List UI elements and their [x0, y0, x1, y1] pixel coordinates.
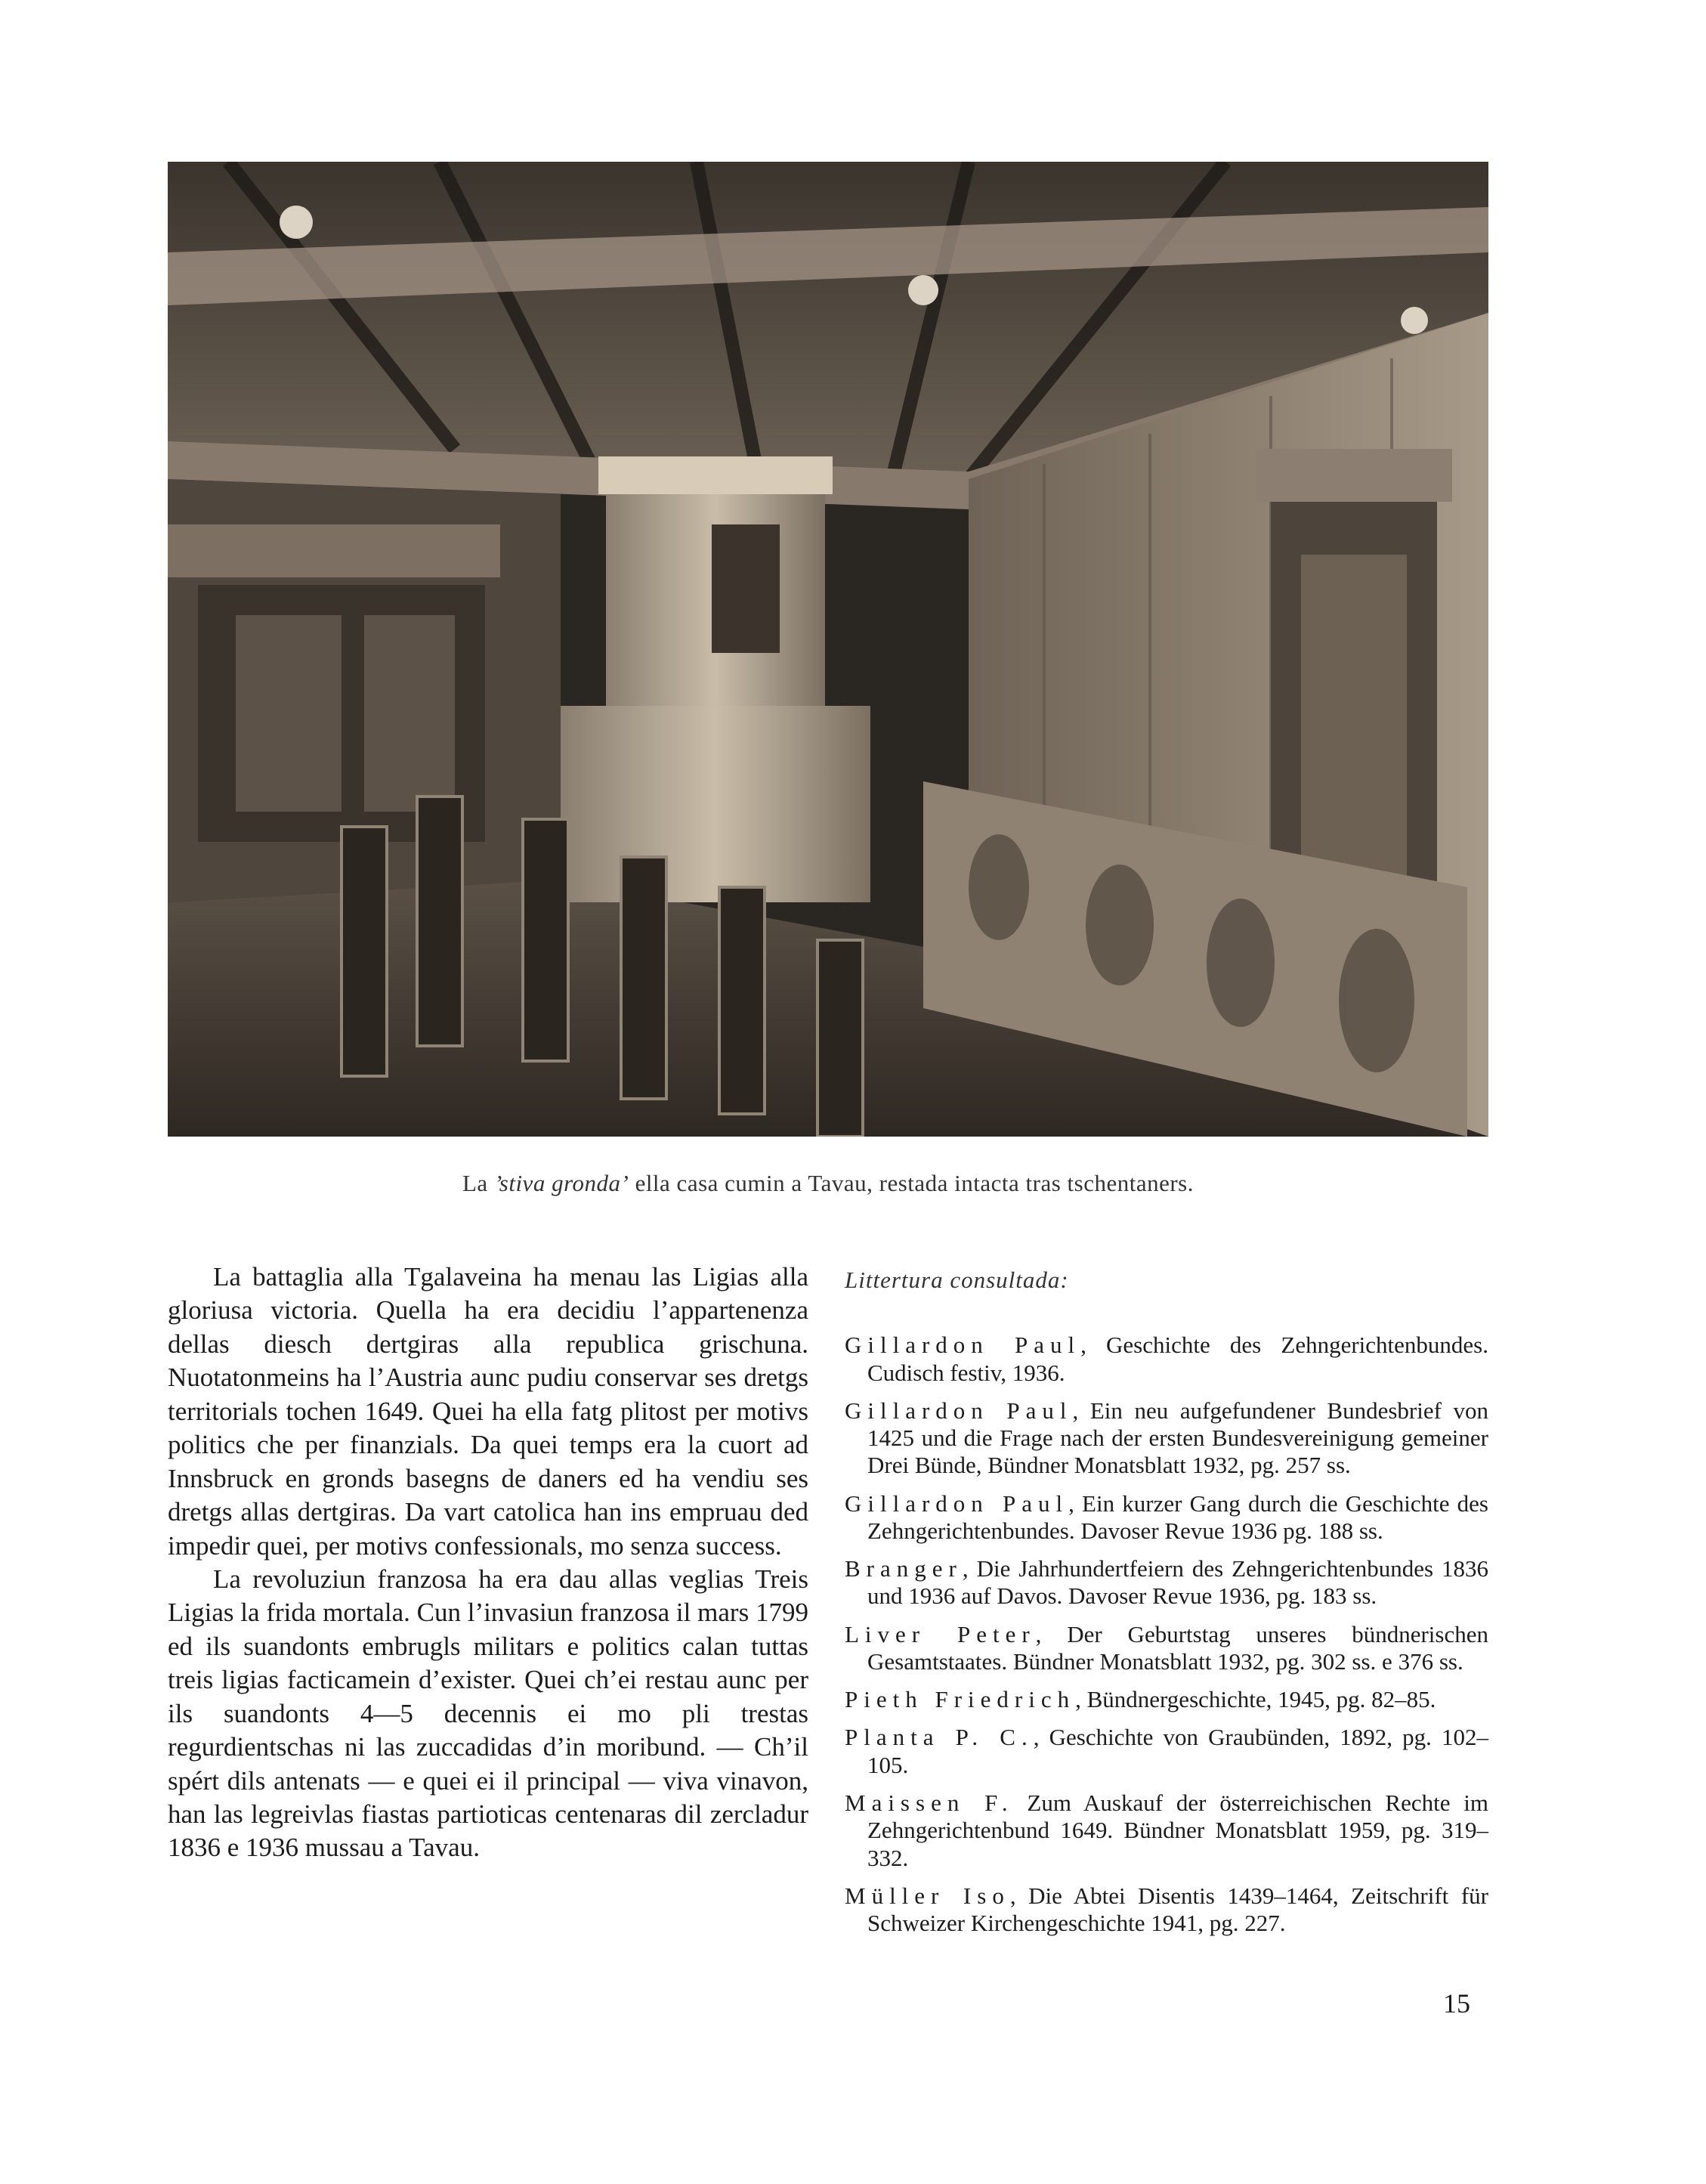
- paragraph: La battaglia alla Tgalaveina ha menau las Ligias alla gloriusa victoria. Quella ha era decidiu l’appartenenza dellas diesch dertgiras alla republica grischuna. Nuotatonmeins ha l’Austria aunc pudiu conservar ses dretgs territorials tochen 1649. Quei ha ella fatg plitost per motivs politics che per finanzials. Da quei temps era la cuort ad Innsbruck en gronds basegns de daners ed ha vendiu ses dretgs allas dertgiras. Da vart catolica han ins empruau ded impedir quei, per motivs confessionals, mo senza success.: [168, 1262, 808, 1561]
- reference-item: [845, 1490, 1488, 1545]
- reference-item: [845, 1686, 1488, 1713]
- reference-item: [845, 1790, 1488, 1872]
- reference-text: , Bündnergeschichte, 1945, pg. 82–85.: [1075, 1686, 1436, 1713]
- reference-author: Branger: [845, 1555, 963, 1582]
- caption-italic-term: ’stiva gronda’: [493, 1170, 629, 1196]
- reference-text: Zum Auskauf der österreichischen Rechte im Zehngerichtenbund 1649. Bündner Monatsblatt 1959, pg. 319–332.: [867, 1789, 1488, 1871]
- reference-item: [845, 1882, 1488, 1938]
- reference-text: , Ein kurzer Gang durch die Geschichte des Zehngerichtenbundes. Davoser Revue 1936 pg. 188 ss.: [867, 1490, 1488, 1544]
- photo-illustration: [168, 162, 1488, 1137]
- reference-author: Müller Iso: [845, 1882, 1010, 1909]
- paragraph: La revoluziun franzosa ha era dau allas veglias Treis Ligias la frida mortala. Cun l’invasiun franzosa il mars 1799 ed ils suandonts embrugls militars e politics calan tuttas treis ligias facticamein d’exister. Quei ch’ei restau aunc per ils suandonts 4—5 decennis ei mo pli trestas regurdientschas ni las zuccadidas d’in moribund. — Ch’il spért dils antenats — e quei ei il principal — viva vinavon, han las legreivlas fiastas partioticas centenaras dil zercladur 1836 e 1936 mussau a Tavau.: [168, 1564, 808, 1863]
- reference-text: , Ein neu aufgefundener Bundesbrief von 1425 und die Frage nach der ersten Bundesvereinigung gemeiner Drei Bünde, Bündner Monatsblatt 1932, pg. 257 ss.: [867, 1397, 1489, 1479]
- interior-photograph: [168, 162, 1488, 1137]
- page-number: 15: [1443, 1988, 1470, 2018]
- reference-item: [845, 1555, 1488, 1610]
- reference-text: , Der Geburtstag unseres bündnerischen Gesamtstaates. Bündner Monatsblatt 1932, pg. 302 ss. e 376 ss.: [867, 1620, 1488, 1675]
- reference-item: [845, 1332, 1488, 1387]
- body-text-column: [168, 1261, 808, 1865]
- reference-text: , Geschichte des Zehngerichtenbundes. Cudisch festiv, 1936.: [867, 1332, 1488, 1386]
- caption-suffix: ella casa cumin a Tavau, restada intacta tras tschentaners.: [629, 1170, 1194, 1196]
- figure-caption: [168, 1170, 1488, 1197]
- caption-prefix: La: [462, 1170, 494, 1196]
- reference-item: [845, 1621, 1488, 1676]
- reference-item: [845, 1397, 1488, 1480]
- reference-author: Planta P. C.: [845, 1724, 1034, 1751]
- reference-text: , Die Abtei Disentis 1439–1464, Zeitschrift für Schweizer Kirchengeschichte 1941, pg. 227.: [867, 1882, 1488, 1937]
- reference-author: Maissen F.: [845, 1789, 1014, 1816]
- references-column: [845, 1267, 1488, 1947]
- reference-author: Pieth Friedrich: [845, 1686, 1076, 1713]
- references-title: Littertura consultada:: [845, 1267, 1069, 1293]
- reference-author: Liver Peter: [845, 1620, 1036, 1647]
- reference-text: , Geschichte von Graubünden, 1892, pg. 102–105.: [867, 1724, 1489, 1778]
- reference-item: [845, 1724, 1488, 1779]
- reference-author: Gillardon Paul: [845, 1490, 1069, 1517]
- reference-text: , Die Jahrhundertfeiern des Zehngerichtenbundes 1836 und 1936 auf Davos. Davoser Revue 1936, pg. 183 ss.: [867, 1555, 1488, 1610]
- reference-author: Gillardon Paul: [845, 1332, 1081, 1359]
- reference-author: Gillardon Paul: [845, 1397, 1073, 1424]
